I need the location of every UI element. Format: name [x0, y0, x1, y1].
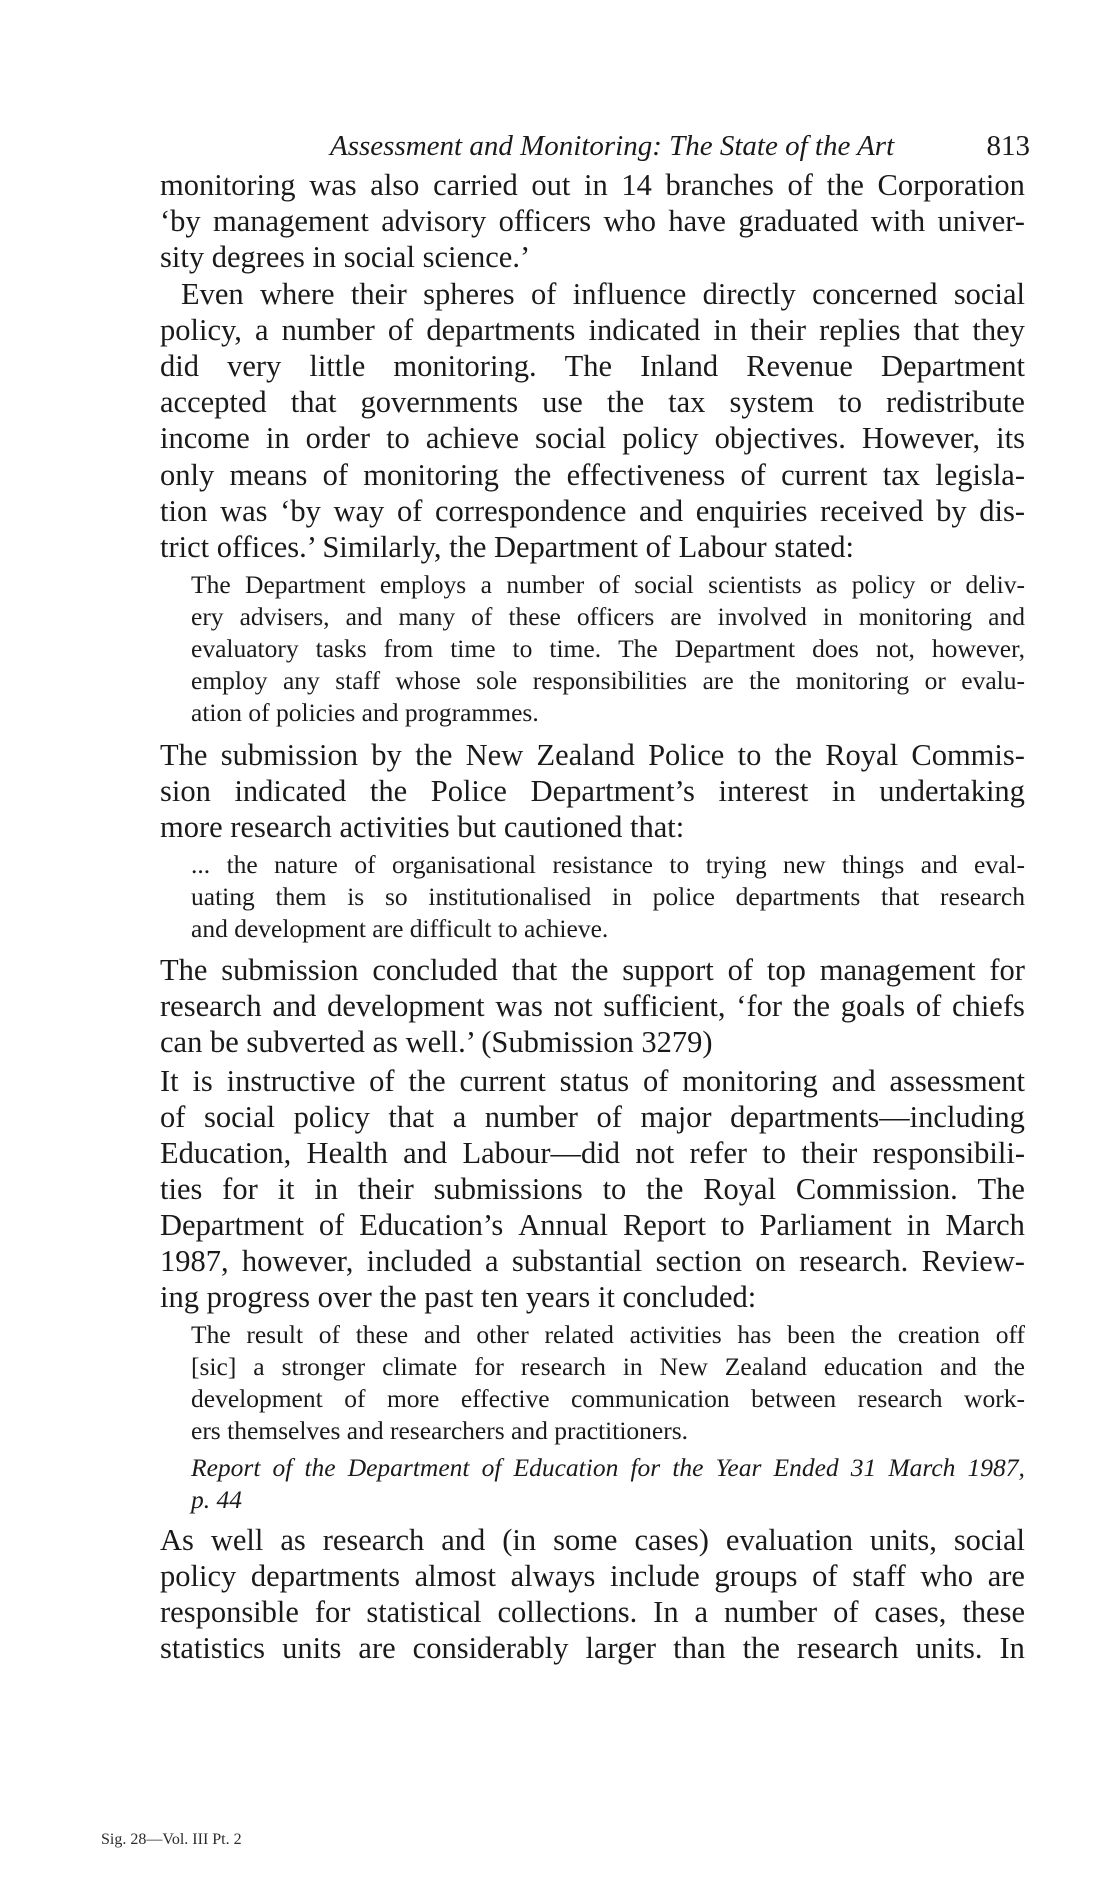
citation-line: Report of the Department of Education for the Year Ended 31 March 1987,: [191, 1453, 1025, 1482]
text-line: tion was ‘by way of correspondence and enquiries received by dis-: [160, 494, 1025, 528]
text-line: 1987, however, included a substantial section on research. Review-: [160, 1244, 1025, 1278]
text-line: The submission by the New Zealand Police to the Royal Commis-: [160, 738, 1025, 772]
quote-line: and development are difficult to achieve.: [191, 914, 609, 943]
quote-line: The result of these and other related activities has been the creation off: [191, 1320, 1025, 1349]
quote-line: ers themselves and researchers and practitioners.: [191, 1416, 689, 1445]
quote-line: uating them is so institutionalised in police departments that research: [191, 882, 1025, 911]
text-line: trict offices.’ Similarly, the Department of Labour stated:: [160, 530, 854, 564]
quote-line: ... the nature of organisational resistance to trying new things and eval-: [191, 850, 1025, 879]
citation-line: p. 44: [191, 1485, 242, 1514]
text-line: Department of Education’s Annual Report to Parliament in March: [160, 1208, 1025, 1242]
text-line: responsible for statistical collections. In a number of cases, these: [160, 1595, 1025, 1629]
text-line: ing progress over the past ten years it concluded:: [160, 1280, 757, 1314]
quote-line: The Department employs a number of social scientists as policy or deliv-: [191, 570, 1025, 599]
text-line: income in order to achieve social policy objectives. However, its: [160, 421, 1025, 455]
quote-line: evaluatory tasks from time to time. The Department does not, however,: [191, 634, 1025, 663]
text-line: more research activities but cautioned that:: [160, 810, 685, 844]
text-line: As well as research and (in some cases) evaluation units, social: [160, 1523, 1025, 1557]
quote-line: development of more effective communication between research work-: [191, 1384, 1025, 1413]
text-line: policy, a number of departments indicated in their replies that they: [160, 313, 1025, 347]
text-line: policy departments almost always include groups of staff who are: [160, 1559, 1025, 1593]
text-line: sity degrees in social science.’: [160, 240, 531, 274]
text-line: statistics units are considerably larger than the research units. In: [160, 1631, 1025, 1665]
quote-line: [sic] a stronger climate for research in New Zealand education and the: [191, 1352, 1025, 1381]
text-line: It is instructive of the current status of monitoring and assessment: [160, 1064, 1025, 1098]
text-line: Even where their spheres of influence directly concerned social: [181, 277, 1025, 311]
text-line: ties for it in their submissions to the Royal Commission. The: [160, 1172, 1025, 1206]
quote-line: ation of policies and programmes.: [191, 698, 539, 727]
quote-line: employ any staff whose sole responsibilities are the monitoring or evalu-: [191, 666, 1025, 695]
signature-mark: Sig. 28—Vol. III Pt. 2: [101, 1831, 242, 1848]
text-line: research and development was not sufficient, ‘for the goals of chiefs: [160, 989, 1025, 1023]
text-line: monitoring was also carried out in 14 branches of the Corporation: [160, 168, 1025, 202]
running-head: [330, 128, 1030, 164]
page-number: 813: [986, 130, 1030, 162]
text-line: ‘by management advisory officers who have graduated with univer-: [160, 204, 1025, 238]
quote-line: ery advisers, and many of these officers are involved in monitoring and: [191, 602, 1025, 631]
text-line: Education, Health and Labour—did not refer to their responsibili-: [160, 1136, 1025, 1170]
text-line: sion indicated the Police Department’s interest in undertaking: [160, 774, 1025, 808]
text-line: accepted that governments use the tax system to redistribute: [160, 385, 1025, 419]
text-line: can be subverted as well.’ (Submission 3279): [160, 1025, 713, 1059]
text-line: only means of monitoring the effectiveness of current tax legisla-: [160, 458, 1025, 492]
text-line: did very little monitoring. The Inland Revenue Department: [160, 349, 1025, 383]
text-line: The submission concluded that the support of top management for: [160, 953, 1025, 987]
text-line: of social policy that a number of major departments—including: [160, 1100, 1025, 1134]
running-head-title: Assessment and Monitoring: The State of the Art: [330, 130, 895, 162]
